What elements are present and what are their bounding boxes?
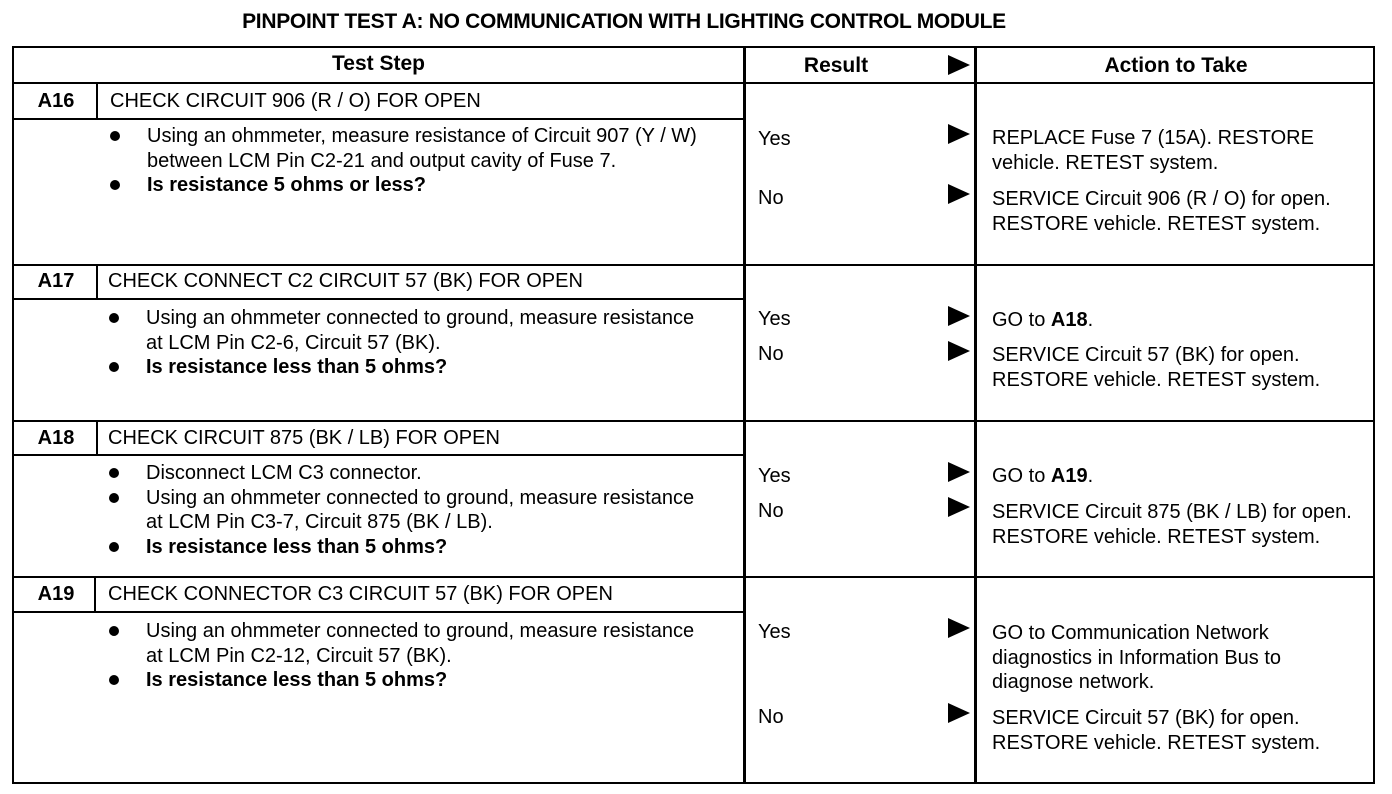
action-no-a17: SERVICE Circuit 57 (BK) for open. RESTORE vehicle. RETEST system.	[992, 344, 1321, 391]
header-arrow-icon	[948, 55, 970, 75]
result-arrow-icon	[948, 462, 970, 482]
bullet-question: Is resistance less than 5 ohms?	[105, 668, 705, 693]
step-title-a17: CHECK CONNECT C2 CIRCUIT 57 (BK) FOR OPEN	[108, 270, 583, 292]
step-title-divider	[14, 454, 743, 456]
step-bullets-a17	[105, 306, 705, 380]
result-arrow-icon	[948, 124, 970, 144]
result-arrow-icon	[948, 497, 970, 517]
bullet-question: Is resistance 5 ohms or less?	[106, 173, 706, 198]
step-id-a18: A18	[37, 427, 75, 449]
result-yes-a19: Yes	[758, 621, 791, 643]
action-yes-a18: GO to A19.	[992, 465, 1094, 487]
header-test-step: Test Step	[332, 52, 425, 75]
action-yes-a19: GO to Communication Network diagnostics in Information Bus to diagnose network.	[992, 622, 1282, 693]
step-id-a17: A17	[37, 270, 75, 292]
header-result: Result	[803, 54, 869, 77]
bullet-icon	[110, 180, 120, 190]
result-no-a19: No	[758, 706, 784, 728]
step-id-a16: A16	[37, 90, 75, 112]
column-divider-action	[974, 48, 977, 782]
step-title-a19: CHECK CONNECTOR C3 CIRCUIT 57 (BK) FOR OPEN	[108, 583, 613, 605]
action-no-a16: SERVICE Circuit 906 (R / O) for open. RESTORE vehicle. RETEST system.	[992, 188, 1331, 235]
bullet-item: Disconnect LCM C3 connector.	[105, 461, 705, 486]
step-bullets-a16	[106, 124, 706, 198]
action-no-a18: SERVICE Circuit 875 (BK / LB) for open. RESTORE vehicle. RETEST system.	[992, 501, 1352, 548]
bullet-icon	[109, 675, 119, 685]
bullet-icon	[109, 362, 119, 372]
bullet-icon	[110, 131, 120, 141]
step-bullets-a19	[105, 619, 705, 693]
header-divider	[14, 82, 1375, 84]
result-yes-a17: Yes	[758, 308, 791, 330]
bullet-question: Is resistance less than 5 ohms?	[105, 535, 705, 560]
bullet-item: Using an ohmmeter connected to ground, measure resistance at LCM Pin C2-12, Circuit 57 (BK).	[105, 619, 705, 668]
action-yes-a17: GO to A18.	[992, 309, 1094, 331]
step-title-divider	[14, 611, 743, 613]
result-arrow-icon	[948, 703, 970, 723]
bullet-item: Using an ohmmeter connected to ground, measure resistance at LCM Pin C3-7, Circuit 875 (BK / LB).	[105, 486, 705, 535]
result-arrow-icon	[948, 618, 970, 638]
bullet-icon	[109, 493, 119, 503]
action-no-a19: SERVICE Circuit 57 (BK) for open. RESTORE vehicle. RETEST system.	[992, 707, 1321, 754]
bullet-item: Using an ohmmeter, measure resistance of Circuit 907 (Y / W) between LCM Pin C2-21 and output cavity of Fuse 7.	[106, 124, 706, 173]
step-title-divider	[14, 298, 743, 300]
result-no-a16: No	[758, 187, 784, 209]
bullet-icon	[109, 313, 119, 323]
result-no-a18: No	[758, 500, 784, 522]
step-ref-link: A18	[1050, 309, 1088, 331]
step-divider	[14, 264, 1375, 266]
header-action: Action to Take	[1104, 54, 1248, 77]
step-title-a16: CHECK CIRCUIT 906 (R / O) FOR OPEN	[110, 90, 481, 112]
result-arrow-icon	[948, 184, 970, 204]
step-divider	[14, 420, 1375, 422]
bullet-icon	[109, 626, 119, 636]
step-id-a19: A19	[37, 583, 75, 605]
step-bullets-a18	[105, 461, 705, 559]
column-divider-result	[743, 48, 746, 782]
result-yes-a18: Yes	[758, 465, 791, 487]
step-ref-link: A19	[1050, 465, 1088, 487]
bullet-item: Using an ohmmeter connected to ground, measure resistance at LCM Pin C2-6, Circuit 57 (BK).	[105, 306, 705, 355]
bullet-icon	[109, 542, 119, 552]
result-arrow-icon	[948, 306, 970, 326]
pinpoint-test-table	[12, 46, 1375, 784]
step-title-a18: CHECK CIRCUIT 875 (BK / LB) FOR OPEN	[108, 427, 500, 449]
result-yes-a16: Yes	[758, 128, 791, 150]
bullet-question: Is resistance less than 5 ohms?	[105, 355, 705, 380]
step-divider	[14, 576, 1375, 578]
result-no-a17: No	[758, 343, 784, 365]
page-title: PINPOINT TEST A: NO COMMUNICATION WITH LIGHTING CONTROL MODULE	[242, 10, 1006, 33]
result-arrow-icon	[948, 341, 970, 361]
step-title-divider	[14, 118, 743, 120]
bullet-icon	[109, 468, 119, 478]
action-yes-a16: REPLACE Fuse 7 (15A). RESTORE vehicle. RETEST system.	[992, 127, 1314, 174]
